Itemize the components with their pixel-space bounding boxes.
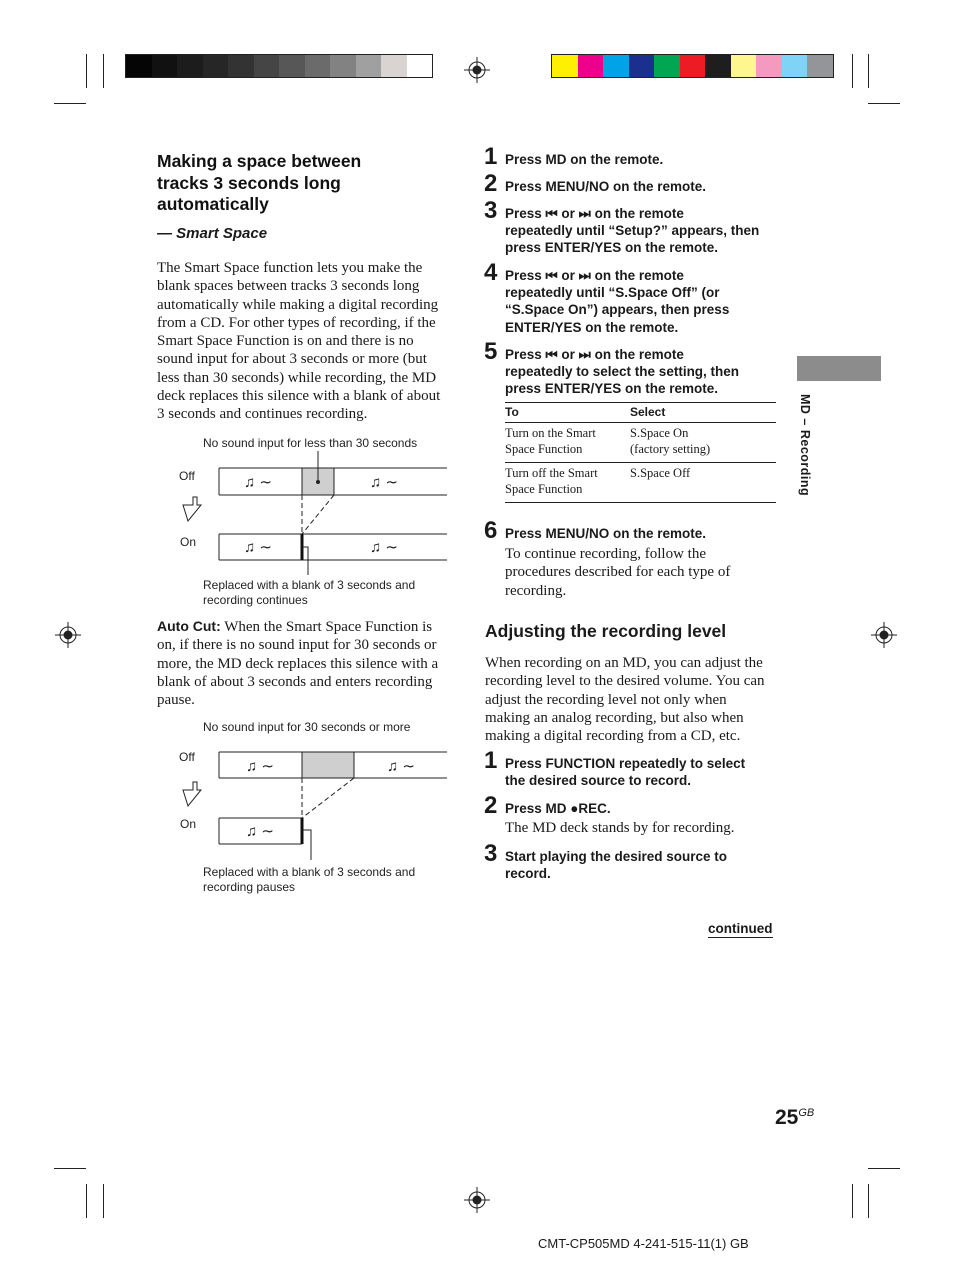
text-line: recording. xyxy=(505,582,567,599)
step-line: press ENTER/YES on the remote. xyxy=(505,381,719,397)
recording-level-intro xyxy=(485,654,780,745)
text-line: pause. xyxy=(157,692,195,709)
calibration-swatch xyxy=(680,55,706,77)
text-line: blank of about 3 seconds and enters recording xyxy=(157,673,433,690)
step-line: record. xyxy=(505,866,551,882)
text-line: more, the MD deck replaces this silence with a xyxy=(157,655,439,672)
music-note-icon: ♫ ∼ xyxy=(244,474,272,491)
step-number: 6 xyxy=(484,517,498,544)
table-row xyxy=(505,463,776,503)
calibration-swatch xyxy=(203,55,229,77)
step-line: Press ⏮ or ⏭ on the remote xyxy=(505,347,684,362)
sidebar-section-label: MD – Recording xyxy=(798,394,812,497)
page-number-suffix: GB xyxy=(798,1107,815,1119)
step-line: press ENTER/YES on the remote. xyxy=(505,240,719,256)
cell-line: Space Function xyxy=(505,482,583,496)
calibration-swatch xyxy=(603,55,629,77)
step-line: Press FUNCTION repeatedly to select xyxy=(505,756,746,771)
step-number: 2 xyxy=(484,170,498,197)
registration-mark-icon xyxy=(464,57,490,83)
music-note-icon: ♫ ∼ xyxy=(246,758,274,775)
diagram-caption-top: No sound input for 30 seconds or more xyxy=(203,720,411,734)
text-line: recording level to the desired volume. You can xyxy=(485,673,765,690)
cell-line: (factory setting) xyxy=(630,442,711,456)
step-number: 3 xyxy=(484,197,498,224)
step-number: 1 xyxy=(484,143,498,170)
step-line: Press MD ●REC. xyxy=(505,801,611,816)
step-text xyxy=(505,267,780,336)
step-number: 5 xyxy=(484,338,498,365)
calibration-swatch xyxy=(356,55,382,77)
off-label: Off xyxy=(179,750,195,764)
text-line: adjust the recording level not only when xyxy=(485,691,727,708)
auto-cut-paragraph xyxy=(157,617,452,709)
diagram-caption-bottom xyxy=(203,865,415,894)
calibration-swatch xyxy=(756,55,782,77)
text-line: sound input for about 3 seconds or more (but xyxy=(157,351,427,368)
step-line: “S.Space On”) appears, then press xyxy=(505,302,730,318)
step-line: Press ⏮ or ⏭ on the remote xyxy=(505,206,684,221)
calibration-swatch xyxy=(407,55,433,77)
calibration-swatch xyxy=(807,55,833,77)
text-line: 3 seconds and continues recording. xyxy=(157,406,368,423)
table-header-row xyxy=(505,403,776,423)
table-row xyxy=(505,423,776,463)
color-calibration-bar xyxy=(551,54,834,78)
cell-line: Space Function xyxy=(505,442,583,456)
text-line: When recording on an MD, you can adjust the xyxy=(485,655,763,671)
calibration-swatch xyxy=(654,55,680,77)
step-text xyxy=(505,346,780,398)
step-line: repeatedly to select the setting, then xyxy=(505,364,740,380)
text-line: deck replaces this silence with a blank of about xyxy=(157,388,441,405)
text-line: The Smart Space function lets you make the xyxy=(157,260,423,276)
text-line: less than 30 seconds) while recording, the MD xyxy=(157,369,437,386)
calibration-swatch xyxy=(330,55,356,77)
model-code: CMT-CP505MD 4-241-515-11(1) GB xyxy=(538,1236,749,1251)
heading-line: Making a space between xyxy=(157,151,362,171)
step-text: Press MENU/NO on the remote. xyxy=(505,526,707,541)
cell-line: Turn on the Smart xyxy=(505,426,596,440)
text-line: automatically while making a digital recording xyxy=(157,296,439,313)
calibration-swatch xyxy=(552,55,578,77)
text-line: from a CD. For other types of recording, if the xyxy=(157,314,436,331)
registration-mark-icon xyxy=(55,622,81,648)
step-text xyxy=(505,205,780,257)
step-line: Press MENU/NO on the remote. xyxy=(505,179,707,194)
diagram-graphic xyxy=(175,730,455,862)
step-line: ENTER/YES on the remote. xyxy=(505,319,679,335)
page-number xyxy=(775,1106,814,1130)
on-label: On xyxy=(180,817,197,831)
step-text xyxy=(505,178,780,195)
calibration-swatch xyxy=(705,55,731,77)
calibration-swatch xyxy=(228,55,254,77)
table-cell xyxy=(505,463,630,503)
text-line: procedures described for each type of xyxy=(505,564,731,581)
sidebar-section-tab xyxy=(797,356,881,381)
calibration-swatch xyxy=(305,55,331,77)
step-line: repeatedly until “Setup?” appears, then xyxy=(505,223,760,239)
calibration-swatch xyxy=(578,55,604,77)
cell-line: S.Space On xyxy=(630,426,689,440)
calibration-swatch xyxy=(782,55,808,77)
settings-table xyxy=(505,402,776,503)
diagram-caption-bottom xyxy=(203,578,415,607)
music-note-icon: ♫ ∼ xyxy=(387,758,415,775)
step-line: Start playing the desired source to xyxy=(505,849,728,864)
table-cell xyxy=(505,423,630,463)
calibration-swatch xyxy=(381,55,407,77)
music-note-icon: ♫ ∼ xyxy=(370,474,398,491)
heading-line: tracks 3 seconds long xyxy=(157,172,341,193)
step-number: 1 xyxy=(484,747,498,774)
text-line: To continue recording, follow the xyxy=(505,546,706,562)
table-cell xyxy=(630,463,776,503)
on-label: On xyxy=(180,535,197,549)
calibration-swatch xyxy=(731,55,757,77)
text-line: Smart Space Function is on and there is no xyxy=(157,333,414,350)
section-heading-smart-space xyxy=(157,151,447,216)
caption-line: recording pauses xyxy=(203,879,296,894)
diagram-caption-top: No sound input for less than 30 seconds xyxy=(203,436,418,450)
table-cell xyxy=(630,423,776,463)
calibration-swatch xyxy=(177,55,203,77)
registration-mark-icon xyxy=(871,622,897,648)
auto-cut-label: Auto Cut: xyxy=(157,618,221,634)
step-text xyxy=(505,755,780,789)
caption-line: recording continues xyxy=(203,592,308,607)
step-text xyxy=(505,151,780,168)
music-note-icon: ♫ ∼ xyxy=(370,539,398,556)
diagram-graphic xyxy=(175,445,455,575)
section-heading-recording-level: Adjusting the recording level xyxy=(485,621,727,641)
caption-line: Replaced with a blank of 3 seconds and xyxy=(203,578,416,592)
text-line: making a digital recording from a CD, etc. xyxy=(485,728,741,745)
text-line: blank spaces between tracks 3 seconds long xyxy=(157,278,420,295)
text-line: When the Smart Space Function is xyxy=(220,619,433,635)
music-note-icon: ♫ ∼ xyxy=(244,539,272,556)
continued-label: continued xyxy=(708,921,773,936)
step-body: The MD deck stands by for recording. xyxy=(505,820,735,836)
step-line: Press MD on the remote. xyxy=(505,152,664,167)
step-line: Press ⏮ or ⏭ on the remote xyxy=(505,268,684,283)
cell-line: S.Space Off xyxy=(630,466,691,480)
step-line: the desired source to record. xyxy=(505,773,692,789)
calibration-swatch xyxy=(152,55,178,77)
text-line: making an analog recording, but also when xyxy=(485,709,744,726)
step-text xyxy=(505,848,780,882)
step-number: 4 xyxy=(484,259,498,286)
off-label: Off xyxy=(179,469,195,483)
page-number-value: 25 xyxy=(775,1106,799,1129)
text-line: on, if there is no sound input for 30 seconds or xyxy=(157,637,437,654)
grayscale-calibration-bar xyxy=(125,54,433,78)
heading-line: automatically xyxy=(157,194,269,214)
step6-body xyxy=(505,545,780,600)
registration-mark-icon xyxy=(464,1187,490,1213)
step-number: 2 xyxy=(484,792,498,819)
music-note-icon: ♫ ∼ xyxy=(246,823,274,840)
calibration-swatch xyxy=(279,55,305,77)
calibration-swatch xyxy=(629,55,655,77)
smart-space-intro xyxy=(157,259,452,424)
step-number: 3 xyxy=(484,840,498,867)
step-text xyxy=(505,800,780,817)
calibration-swatch xyxy=(254,55,280,77)
cell-line: Turn off the Smart xyxy=(505,466,598,480)
caption-line: Replaced with a blank of 3 seconds and xyxy=(203,865,416,879)
calibration-swatch xyxy=(126,55,152,77)
step-line: repeatedly until “S.Space Off” (or xyxy=(505,285,720,301)
section-subtitle: — Smart Space xyxy=(157,225,268,242)
column-header: To xyxy=(505,403,630,423)
column-header: Select xyxy=(630,403,776,423)
